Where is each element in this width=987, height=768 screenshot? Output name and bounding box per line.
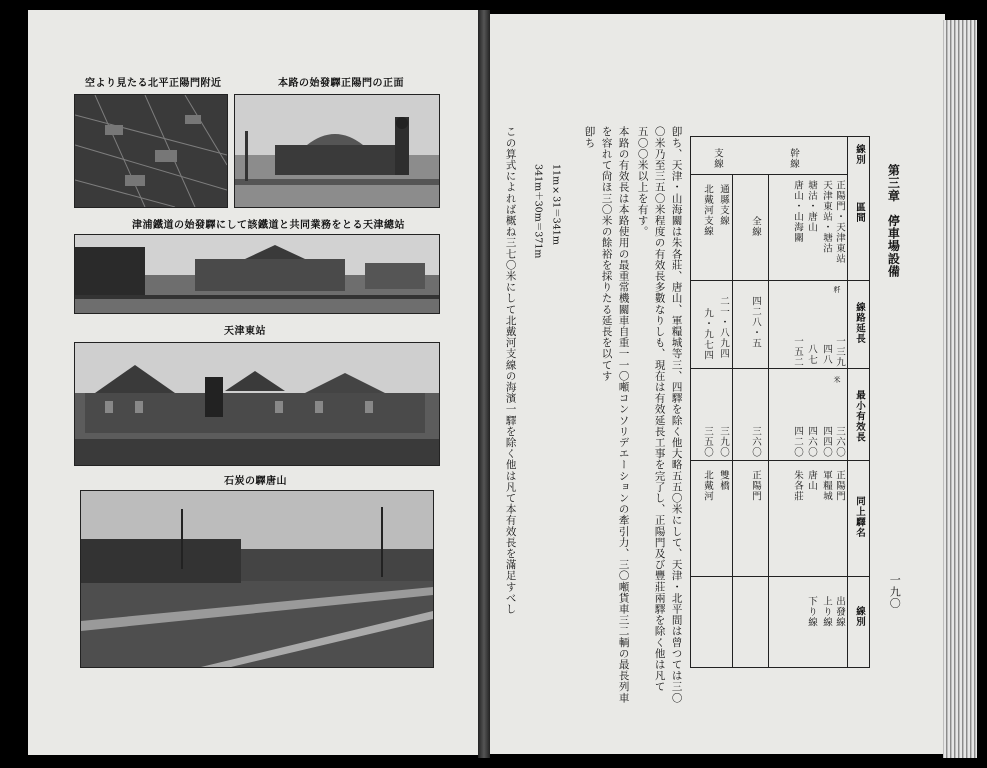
row-min-length: 三九〇: [718, 426, 729, 458]
row-interval: 通縣支線: [718, 184, 729, 226]
row-min-length: 三五〇: [702, 426, 713, 458]
row-interval: 全線: [750, 216, 761, 237]
zhengyangmen-station-photo: [234, 94, 440, 208]
row-station: 北戴河: [702, 470, 713, 502]
row-station: 軍糧城: [821, 470, 832, 502]
row-interval: 塘沽・唐山: [806, 180, 817, 233]
tianjin-east-station-photo: [74, 342, 440, 466]
body-text-line: 本路の有效長は本路使用の最重常機關車自重一一〇噸コンソリデエーションの牽引力、三〇噸貨車三二輌の最長列車: [617, 126, 630, 704]
row-length: 四八: [821, 344, 832, 365]
row-min-unit: 米: [833, 376, 841, 384]
running-head: 第三章 停車場設備: [886, 164, 901, 278]
tianjin-main-station-image: [75, 235, 439, 313]
section-main-line: 幹線: [788, 148, 799, 169]
body-text-line: 〇米乃至三五〇米程度の有效長多數なりしも、現在は有效延長工事を完了し、正陽門及び豐莊兩驛を除く他は凡て: [653, 126, 666, 693]
closing-text-line: この算式によれば概ね三七〇米にして北戴河支線の海濱一驛を除く他は凡て本有效長を滿足すべし: [504, 126, 517, 615]
row-station: 朱各莊: [792, 470, 803, 502]
row-station: 正陽門: [750, 470, 761, 502]
row-station: 唐山: [806, 470, 817, 491]
right-page: [490, 14, 945, 754]
page-edges: [943, 20, 977, 758]
row-min-length: 四六〇: [806, 426, 817, 458]
tianjin-east-station-image: [75, 343, 439, 465]
body-text-line: 五〇〇米以上を有す。: [636, 126, 649, 237]
left-page: [28, 10, 478, 755]
section-branch-line: 支線: [712, 148, 723, 169]
row-note: 上り線: [821, 596, 832, 628]
row-min-length: 三六〇: [750, 426, 761, 458]
aerial-view-photo: [74, 94, 228, 208]
row-interval: 天津東站・塘沽: [821, 180, 832, 254]
route-table: [690, 136, 870, 668]
row-min-length: 三六〇: [834, 426, 845, 458]
photo-caption: 本路の始發驛正陽門の正面: [278, 78, 404, 89]
tianjin-main-station-photo: [74, 234, 440, 314]
row-length: 二一・八九四: [718, 296, 729, 359]
body-text-line: 卽ち: [583, 126, 596, 149]
row-note: 出發線: [834, 596, 845, 628]
formula-line: 341m＋30m＝371m: [532, 164, 544, 259]
row-min-length: 四四〇: [821, 426, 832, 458]
book-gutter: [478, 10, 490, 758]
row-min-length: 四二〇: [792, 426, 803, 458]
body-text-line: を容れて尙ほ三〇米の餘裕を採りたる延長を以てす: [600, 126, 613, 382]
header-line-type: 線別: [854, 144, 865, 165]
photo-caption: 石炭の驛唐山: [224, 476, 287, 487]
header-station: 同上驛名: [854, 496, 865, 538]
formula-line: 11m×31＝341m: [550, 164, 562, 245]
photo-caption: 津浦鐵道の始發驛にして該鐵道と共同業務をとる天津總站: [132, 220, 405, 231]
body-text-line: 卽ち、天津・山海關は朱各莊、唐山、軍糧城等三、四驛を除く他大略五五〇米にして、天津・北平間は曾つては三〇: [670, 126, 683, 704]
row-length: 九・九七四: [702, 308, 713, 361]
row-length-unit: 粁: [833, 286, 841, 294]
header-interval: 區間: [854, 202, 865, 223]
row-length: 一三九: [834, 336, 845, 368]
page-number: 一九〇: [888, 574, 902, 609]
aerial-view-image: [75, 95, 227, 207]
row-length: 一五二: [792, 336, 803, 368]
row-interval: 正陽門・天津東站: [834, 180, 845, 264]
header-length: 線路延長: [854, 302, 865, 344]
row-station: 正陽門: [834, 470, 845, 502]
row-note: 下り線: [806, 596, 817, 628]
row-interval: 唐山・山海關: [792, 180, 803, 243]
row-interval: 北戴河支線: [702, 184, 713, 237]
header-min-length: 最小有效長: [854, 390, 865, 443]
photo-caption: 空より見たる北平正陽門附近: [85, 78, 222, 89]
tangshan-station-photo: [80, 490, 434, 668]
row-station: 雙橋: [718, 470, 729, 491]
zhengyangmen-station-image: [235, 95, 439, 207]
row-length: 八七: [806, 344, 817, 365]
row-length: 四二八・五: [750, 296, 761, 349]
header-line-type-end: 線別: [854, 606, 865, 627]
tangshan-station-image: [81, 491, 433, 667]
photo-caption: 天津東站: [224, 326, 266, 337]
